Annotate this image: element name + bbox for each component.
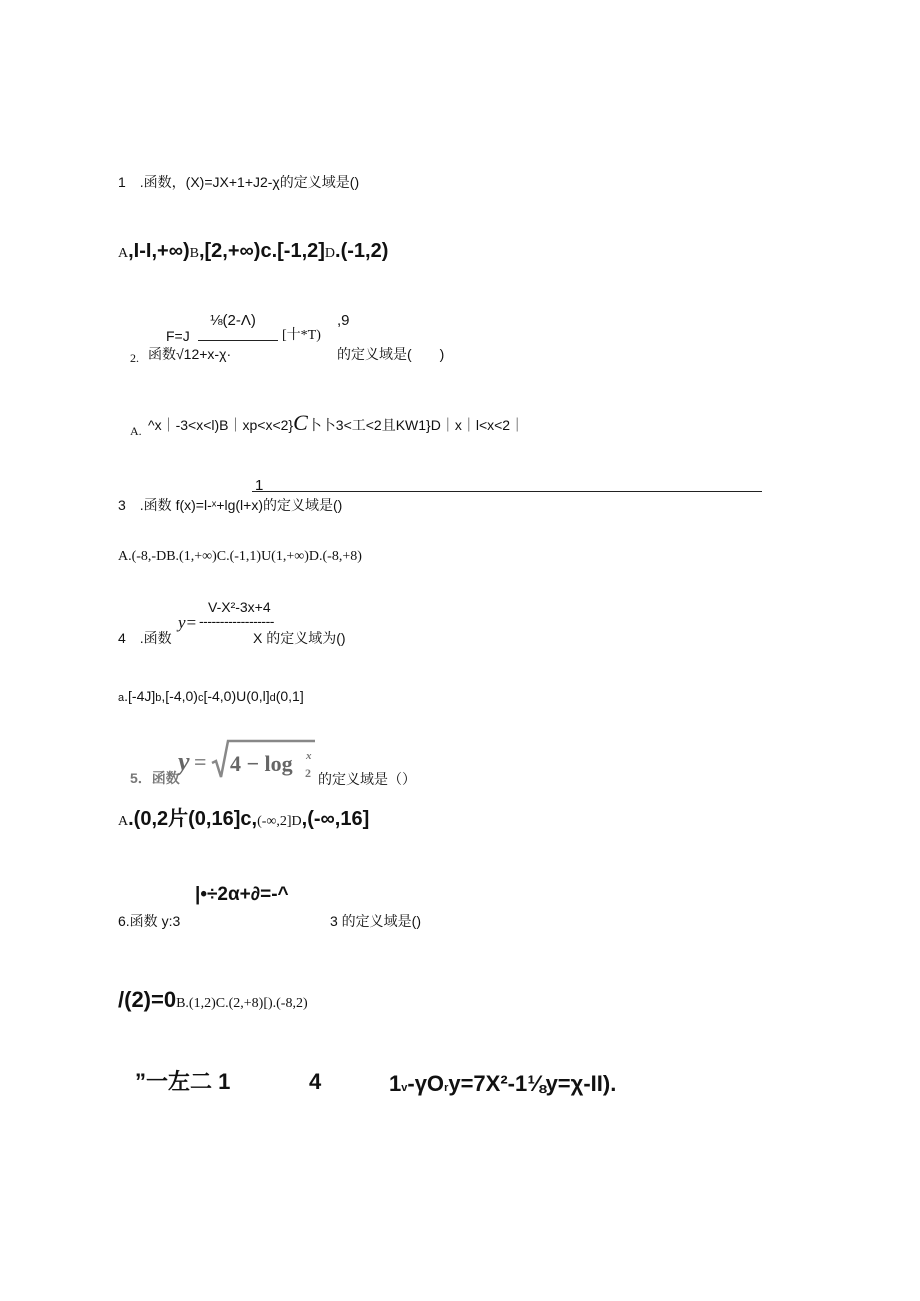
q4-option-b: ,[-4,0) xyxy=(161,688,198,704)
q1-option-b-label: B xyxy=(189,246,199,261)
q4-options xyxy=(118,688,304,704)
q4-fraction-bar: ------------------ xyxy=(199,613,274,629)
q1-option-a: ,I-I,+∞) xyxy=(128,240,190,262)
q2-options-cd: 卜卜3<工<2且KW1}D｜x｜l<x<2｜ xyxy=(307,417,525,433)
q4-option-d: (0,1] xyxy=(275,688,304,704)
q6-stem: 6.函数 y:3 xyxy=(118,913,181,929)
q5-options xyxy=(118,802,369,831)
q7-fragment-b: 4 xyxy=(309,1069,322,1094)
q1-option-b: ,[2,+∞) xyxy=(198,240,261,262)
q2-fraction-top: ⅛(2-Λ) xyxy=(210,312,256,329)
q5-option-d-label: D xyxy=(291,814,302,829)
q5-formula-base: 2 xyxy=(305,766,311,780)
q1-options xyxy=(118,240,388,263)
q7-fragment-a: ”一左二 1 xyxy=(135,1069,231,1094)
q4-option-c-label: c xyxy=(197,692,204,704)
q4-option-d-label: d xyxy=(269,692,276,704)
q5-option-a-label: A xyxy=(118,814,129,829)
q4-option-a-label: a xyxy=(118,692,125,704)
q2-f-equals: F=J xyxy=(166,328,190,344)
q6-stem-end: 3 的定义域是() xyxy=(330,913,421,929)
q2-option-a-label: A. xyxy=(130,424,142,438)
q2-bracket: [十*T) xyxy=(282,328,321,343)
q2-fraction-bar xyxy=(198,340,278,341)
q7-fragment-c3: y=7X²-1⅛y=χ-II). xyxy=(448,1071,617,1096)
q5-option-d: ,(-∞,16] xyxy=(301,808,370,830)
q7-options xyxy=(389,1071,616,1097)
q5-formula-x: x xyxy=(306,750,312,762)
q2-options-ab: ^x｜-3<x<l)B｜xp<x<2} xyxy=(148,417,294,433)
q1-option-a-label: A xyxy=(118,246,129,261)
q2-stem: 函数√12+x-χ· xyxy=(148,346,232,362)
q2-comma-nine: ,9 xyxy=(337,312,350,329)
q5-formula-y: y xyxy=(178,747,190,776)
q5-number: 5．函数 xyxy=(130,770,180,786)
q4-option-b-label: b xyxy=(155,692,162,704)
q4-y-equals: y= xyxy=(178,613,198,632)
q5-formula-equals: = xyxy=(194,749,207,774)
q7-fragment-c1: 1 xyxy=(389,1071,402,1096)
q4-stem-start: 4 .函数 xyxy=(118,630,172,646)
q7-fragment-c2: -γO xyxy=(407,1071,445,1096)
q2-options xyxy=(148,410,524,436)
q1-option-d-label: D xyxy=(324,246,336,261)
q2-number: 2. xyxy=(130,351,139,365)
q5-options-abc: .(0,2片(0,16]c, xyxy=(128,808,258,830)
q2-stem-end: 的定义域是( ) xyxy=(337,346,445,362)
q5-stem-end: 的定义域是（） xyxy=(318,771,416,787)
q3-stem: 3 .函数 f(x)=l-ˣ+lg(l+x)的定义域是() xyxy=(118,497,343,513)
q1-option-d: .(-1,2) xyxy=(335,240,389,262)
q6-top-formula: |•÷2α+∂=-^ xyxy=(195,884,289,905)
q6-option-a: /(2)=0 xyxy=(118,987,177,1012)
q3-fraction-bar xyxy=(252,491,762,492)
q1-option-c: c.[-1,2] xyxy=(260,240,325,262)
q5-formula-body: 4 − log xyxy=(230,751,293,776)
q1-stem: 1 .函数，(X)=JX+1+J2-χ的定义域是() xyxy=(118,174,360,190)
q4-option-c: [-4,0)U(0,l] xyxy=(203,688,270,704)
q5-formula-image xyxy=(178,737,315,781)
q3-options: A.(-8,-DB.(1,+∞)C.(-1,1)U(1,+∞)D.(-8,+8) xyxy=(118,549,362,564)
q2-option-c-glyph: C xyxy=(293,410,308,435)
q6-options-bcd: B.(1,2)C.(2,+8)[).(-8,2) xyxy=(176,996,308,1011)
q4-option-a: .[-4J] xyxy=(124,688,156,704)
q7-fragment-sub-v: v xyxy=(401,1082,408,1094)
q4-stem-end: X 的定义域为() xyxy=(253,630,346,646)
q7-fragment-sub-r: r xyxy=(444,1082,449,1094)
q6-options xyxy=(118,987,308,1013)
q4-fraction-top: V-X²-3x+4 xyxy=(208,599,271,615)
q5-option-c: (-∞,2] xyxy=(257,814,292,829)
q3-fraction-top: 1 xyxy=(255,477,264,494)
